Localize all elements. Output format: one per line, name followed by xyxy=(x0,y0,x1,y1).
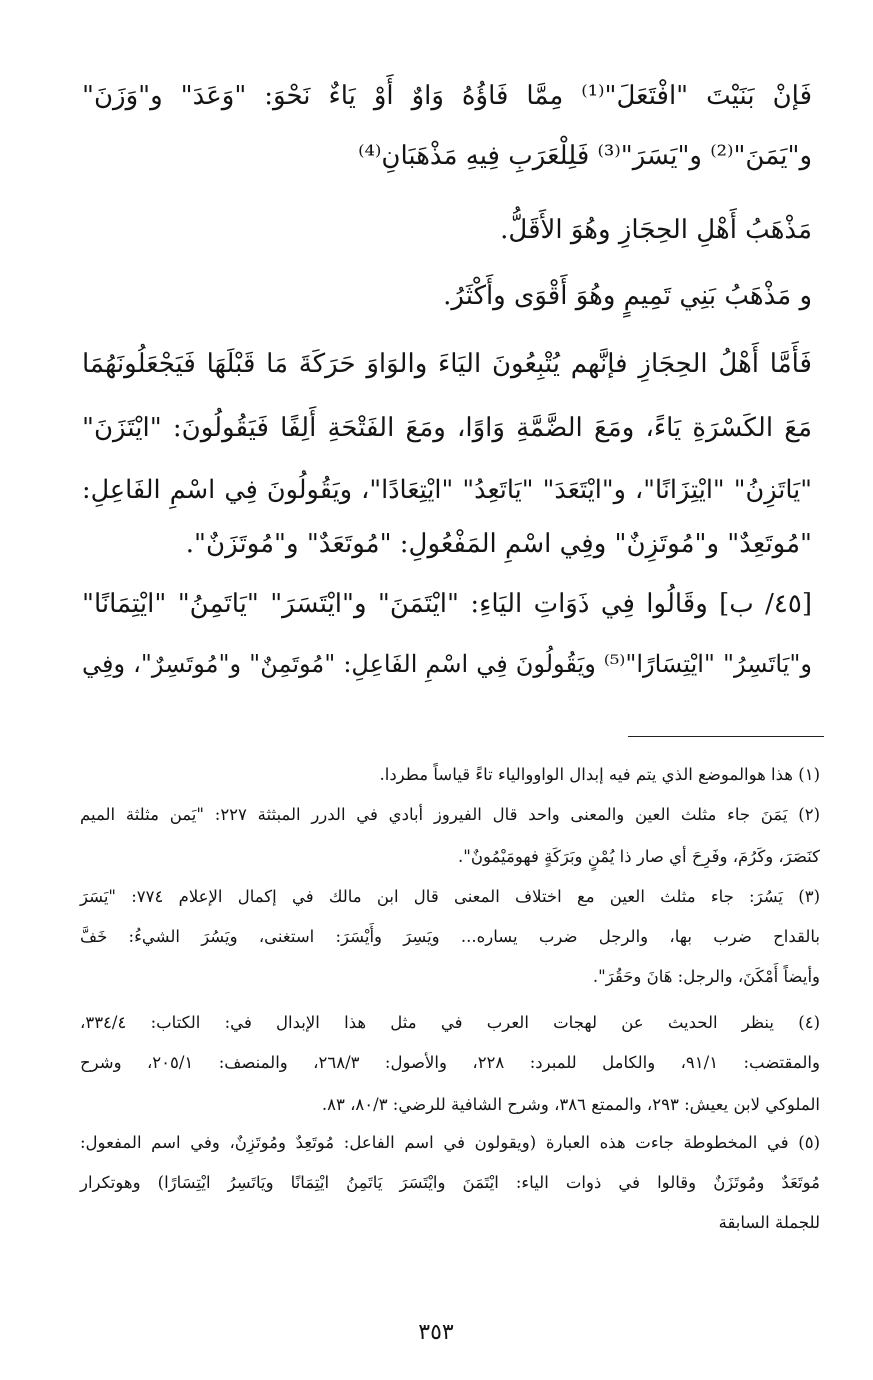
footnote-line-8: والمقتضب: ٩١/١، والكامل للمبرد: ٢٢٨، والأصول: ٢٦٨/٣، والمنصف: ٢٠٥/١، وشرح xyxy=(80,1053,820,1072)
main-text-line-2: و"يَمَنَ"⁽²⁾ و"يَسَرَ"⁽³⁾ فَلِلْعَرَبِ فِيهِ مَذْهَبَانِ⁽⁴⁾ xyxy=(358,141,812,171)
main-text-line-5: فَأَمَّا أَهْلُ الحِجَازِ فإنَّهم يُتْبِعُونَ اليَاءَ والوَاوَ حَرَكَةَ مَا قَبْلَهَا فَيَجْعَلُونَهُمَا xyxy=(82,349,812,379)
footnote-line-11: مُوتَعَدٌ ومُوتَزَنٌ وقالوا في ذوات الياء: ايْتَمَنَ وايْتَسَرَ يَاتَمِنُ ايْتِمَانًا ويَاتَسِرُ ايْتِسَارًا) وهوتكرار xyxy=(80,1173,820,1192)
main-text-line-6: مَعَ الكَسْرَةِ يَاءً، ومَعَ الضَّمَّةِ وَاوًا، ومَعَ الفَتْحَةِ أَلِفًا فَيَقُولُونَ: "ايْتَزَنَ" xyxy=(82,413,812,443)
main-text-line-9: [٤٥/ ب] وقَالُوا فِي ذَوَاتِ اليَاءِ: "ايْتَمَنَ" و"ايْتَسَرَ" "يَاتَمِنُ" "ايْتِمَانًا" xyxy=(82,589,812,619)
main-text-line-7: "يَاتَزِنُ" "ايْتِزَانًا"، و"ايْتَعَدَ" "يَاتَعِدُ" "ايْتِعَادًا"، ويَقُولُونَ فِي اسْمِ الفَاعِلِ: xyxy=(82,475,812,505)
footnote-separator xyxy=(628,736,824,737)
footnote-line-3: كنَصَرَ، وكَرُمَ، وفَرِحَ أي صار ذا يُمْنٍ وبَرَكَةٍ فهومَيْمُونٌ". xyxy=(458,847,820,866)
main-text-line-3: مَذْهَبُ أَهْلِ الحِجَازِ وهُوَ الأَقَلُّ. xyxy=(500,215,812,245)
main-text-line-1: فَإنْ بَنَيْتَ "افْتَعَلَ"⁽¹⁾ مِمَّا فَاؤُهُ وَاوٌ أَوْ يَاءٌ نَحْوَ: "وَعَدَ" و"وَزَنَ" xyxy=(82,81,813,111)
footnote-line-1: (١) هذا هوالموضع الذي يتم فيه إبدال الواووالياء تاءً قياساً مطردا. xyxy=(379,765,820,784)
footnote-line-9: الملوكي لابن يعيش: ٢٩٣، والممتع ٣٨٦، وشرح الشافية للرضي: ٨٠/٣، ٨٣. xyxy=(321,1095,820,1114)
footnote-line-12: للجملة السابقة xyxy=(718,1213,820,1232)
page-number: ٣٥٣ xyxy=(418,1320,454,1345)
main-text-line-8: "مُوتَعِدٌ" و"مُوتَزِنٌ" وفِي اسْمِ المَفْعُولِ: "مُوتَعَدٌ" و"مُوتَزَنٌ". xyxy=(185,529,812,559)
footnote-line-10: (٥) في المخطوطة جاءت هذه العبارة (ويقولون في اسم الفاعل: مُوتَعِدٌ ومُوتَزِنٌ، وفي اسم المفعول: xyxy=(80,1133,820,1152)
main-text-line-4: و مَذْهَبُ بَنِي تَمِيمٍ وهُوَ أَقْوَى وأَكْثَرُ. xyxy=(443,281,812,311)
footnote-line-5: بالقداح ضرب بها، والرجل ضرب يساره... ويَسِرَ وأَيْسَرَ: استغنى، ويَسُرَ الشيءُ: خَفَّ xyxy=(80,927,820,946)
footnote-line-7: (٤) ينظر الحديث عن لهجات العرب في مثل هذا الإبدال في: الكتاب: ٣٣٤/٤، xyxy=(80,1013,820,1032)
main-text-line-10: و"يَاتَسِرُ" "ايْتِسَارًا"⁽⁵⁾ ويَقُولُونَ فِي اسْمِ الفَاعِلِ: "مُوتَمِنٌ" و"مُوتَسِرٌ"، وفِي xyxy=(82,650,812,678)
footnote-line-6: وأيضاً أَمْكَنَ، والرجل: هَانَ وحَقُرَ". xyxy=(592,967,820,986)
footnote-line-4: (٣) يَسُرَ: جاء مثلث العين مع اختلاف المعنى قال ابن مالك في إكمال الإعلام ٧٧٤: "يَسَرَ xyxy=(80,887,820,906)
footnote-line-2: (٢) يَمَنَ جاء مثلث العين والمعنى واحد قال الفيروز أبادي في الدرر المبثثة ٢٢٧: "يَمن مثلثة الميم xyxy=(80,805,820,824)
